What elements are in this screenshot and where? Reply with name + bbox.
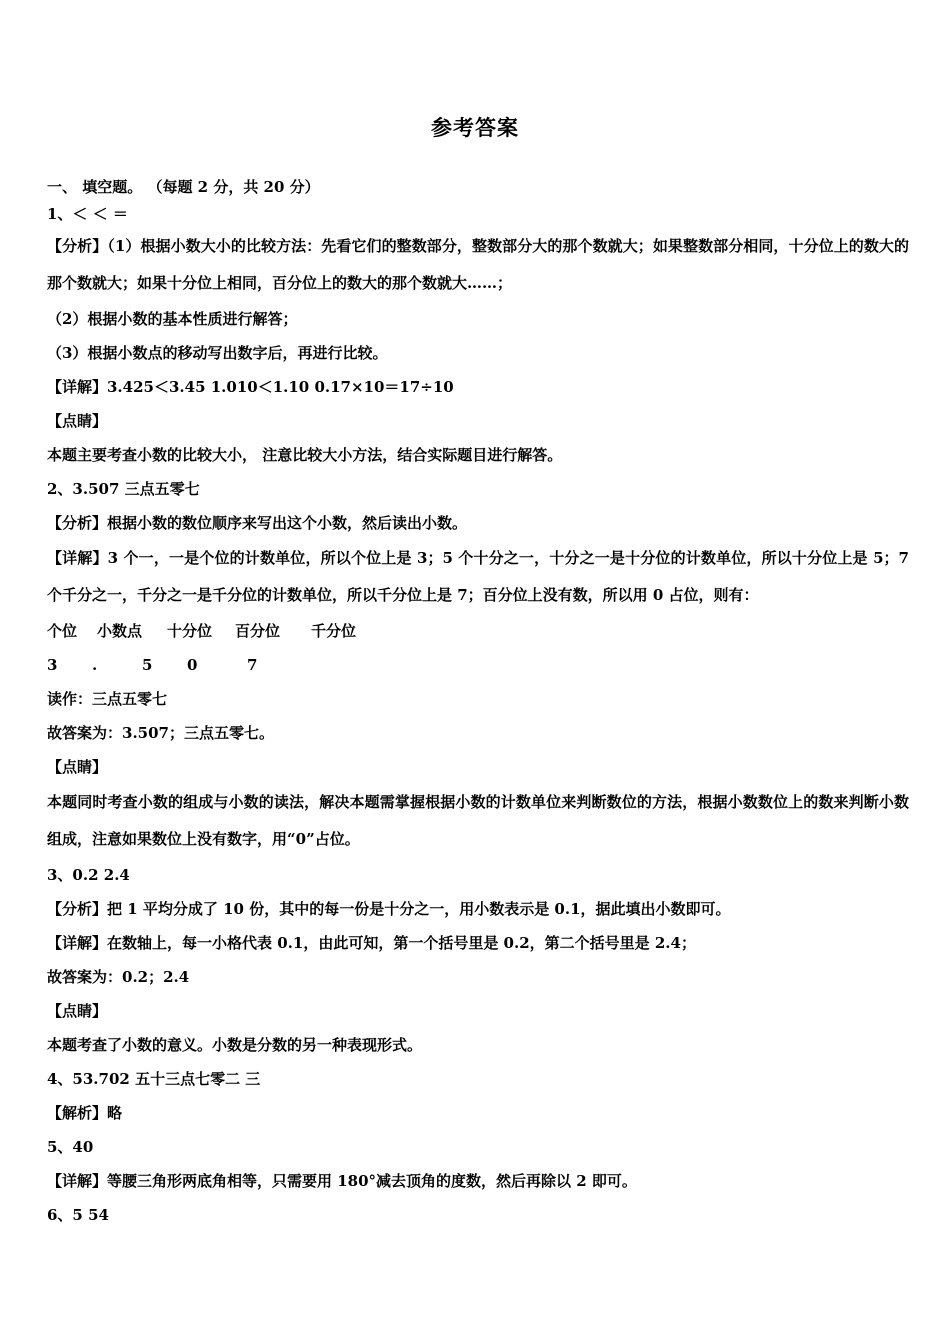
q1-detail: 【详解】3.425＜3.45 1.010＜1.10 0.17×10＝17÷10 <box>47 378 454 396</box>
q2-answer: 2、3.507 三点五零七 <box>47 480 200 498</box>
q3-point: 本题考查了小数的意义。小数是分数的另一种表现形式。 <box>47 1036 423 1054</box>
answer-content <box>47 174 909 1232</box>
place-digit: 5 <box>142 656 153 674</box>
q4-answer: 4、53.702 五十三点七零二 三 <box>47 1070 261 1088</box>
place-name: 百分位 <box>235 622 281 640</box>
q3-final: 故答案为：0.2；2.4 <box>47 968 190 986</box>
q2-final: 故答案为：3.507；三点五零七。 <box>47 724 274 742</box>
place-name: 千分位 <box>311 622 357 640</box>
place-name: 十分位 <box>167 622 213 640</box>
q2-analysis: 【分析】根据小数的数位顺序来写出这个小数，然后读出小数。 <box>47 514 468 532</box>
q1-analysis-1: 【分析】（1）根据小数大小的比较方法：先看它们的整数部分，整数部分大的那个数就大；如果整数部分相同，十分位上的数大的那个数就大；如果十分位上相同，百分位上的数大的那个数就大……； <box>47 237 909 292</box>
q3-point-label: 【点睛】 <box>47 1002 108 1020</box>
q2-point-label: 【点睛】 <box>47 758 108 776</box>
q1-point: 本题主要考查小数的比较大小， 注意比较大小方法，结合实际题目进行解答。 <box>47 446 563 464</box>
q1-answer: 1、＜ ＜ ＝ <box>47 205 128 223</box>
q6-answer: 6、5 54 <box>47 1206 109 1224</box>
page-title: 参考答案 <box>431 115 519 140</box>
q1-point-label: 【点睛】 <box>47 412 108 430</box>
place-digit: . <box>92 656 98 674</box>
place-digit: 0 <box>187 656 198 674</box>
place-value-digits <box>47 648 909 682</box>
q2-read: 读作：三点五零七 <box>47 690 168 708</box>
place-digit: 3 <box>47 656 58 674</box>
place-digit: 7 <box>247 656 258 674</box>
q5-answer: 5、40 <box>47 1138 94 1156</box>
q3-answer: 3、0.2 2.4 <box>47 866 130 884</box>
q2-point: 本题同时考查小数的组成与小数的读法，解决本题需掌握根据小数的计数单位来判断数位的方法，根据小数数位上的数来判断小数组成，注意如果数位上没有数字，用“0”占位。 <box>47 793 909 848</box>
q1-analysis-3: （3）根据小数点的移动写出数字后，再进行比较。 <box>47 344 388 362</box>
place-name: 个位 <box>47 622 78 640</box>
section-heading: 一、 填空题。 （每题 2 分，共 20 分） <box>47 178 320 196</box>
place-value-names <box>47 614 909 648</box>
place-name: 小数点 <box>97 622 143 640</box>
q4-analysis: 【解析】略 <box>47 1104 123 1122</box>
q5-detail: 【详解】等腰三角形两底角相等，只需要用 180°减去顶角的度数，然后再除以 2 即可。 <box>47 1172 637 1190</box>
q3-detail: 【详解】在数轴上，每一小格代表 0.1，由此可知，第一个括号里是 0.2，第二个括号里是 2.4； <box>47 934 696 952</box>
q1-analysis-2: （2）根据小数的基本性质进行解答； <box>47 310 298 328</box>
q2-detail: 【详解】3 个一，一是个位的计数单位，所以个位上是 3；5 个十分之一，十分之一是十分位的计数单位，所以十分位上是 5；7 个千分之一，千分之一是千分位的计数单位，所以千分位上是 7；百分位上没有数，所以用 0 占位，则有： <box>47 549 909 604</box>
q3-analysis: 【分析】把 1 平均分成了 10 份，其中的每一份是十分之一，用小数表示是 0.1，据此填出小数即可。 <box>47 900 731 918</box>
